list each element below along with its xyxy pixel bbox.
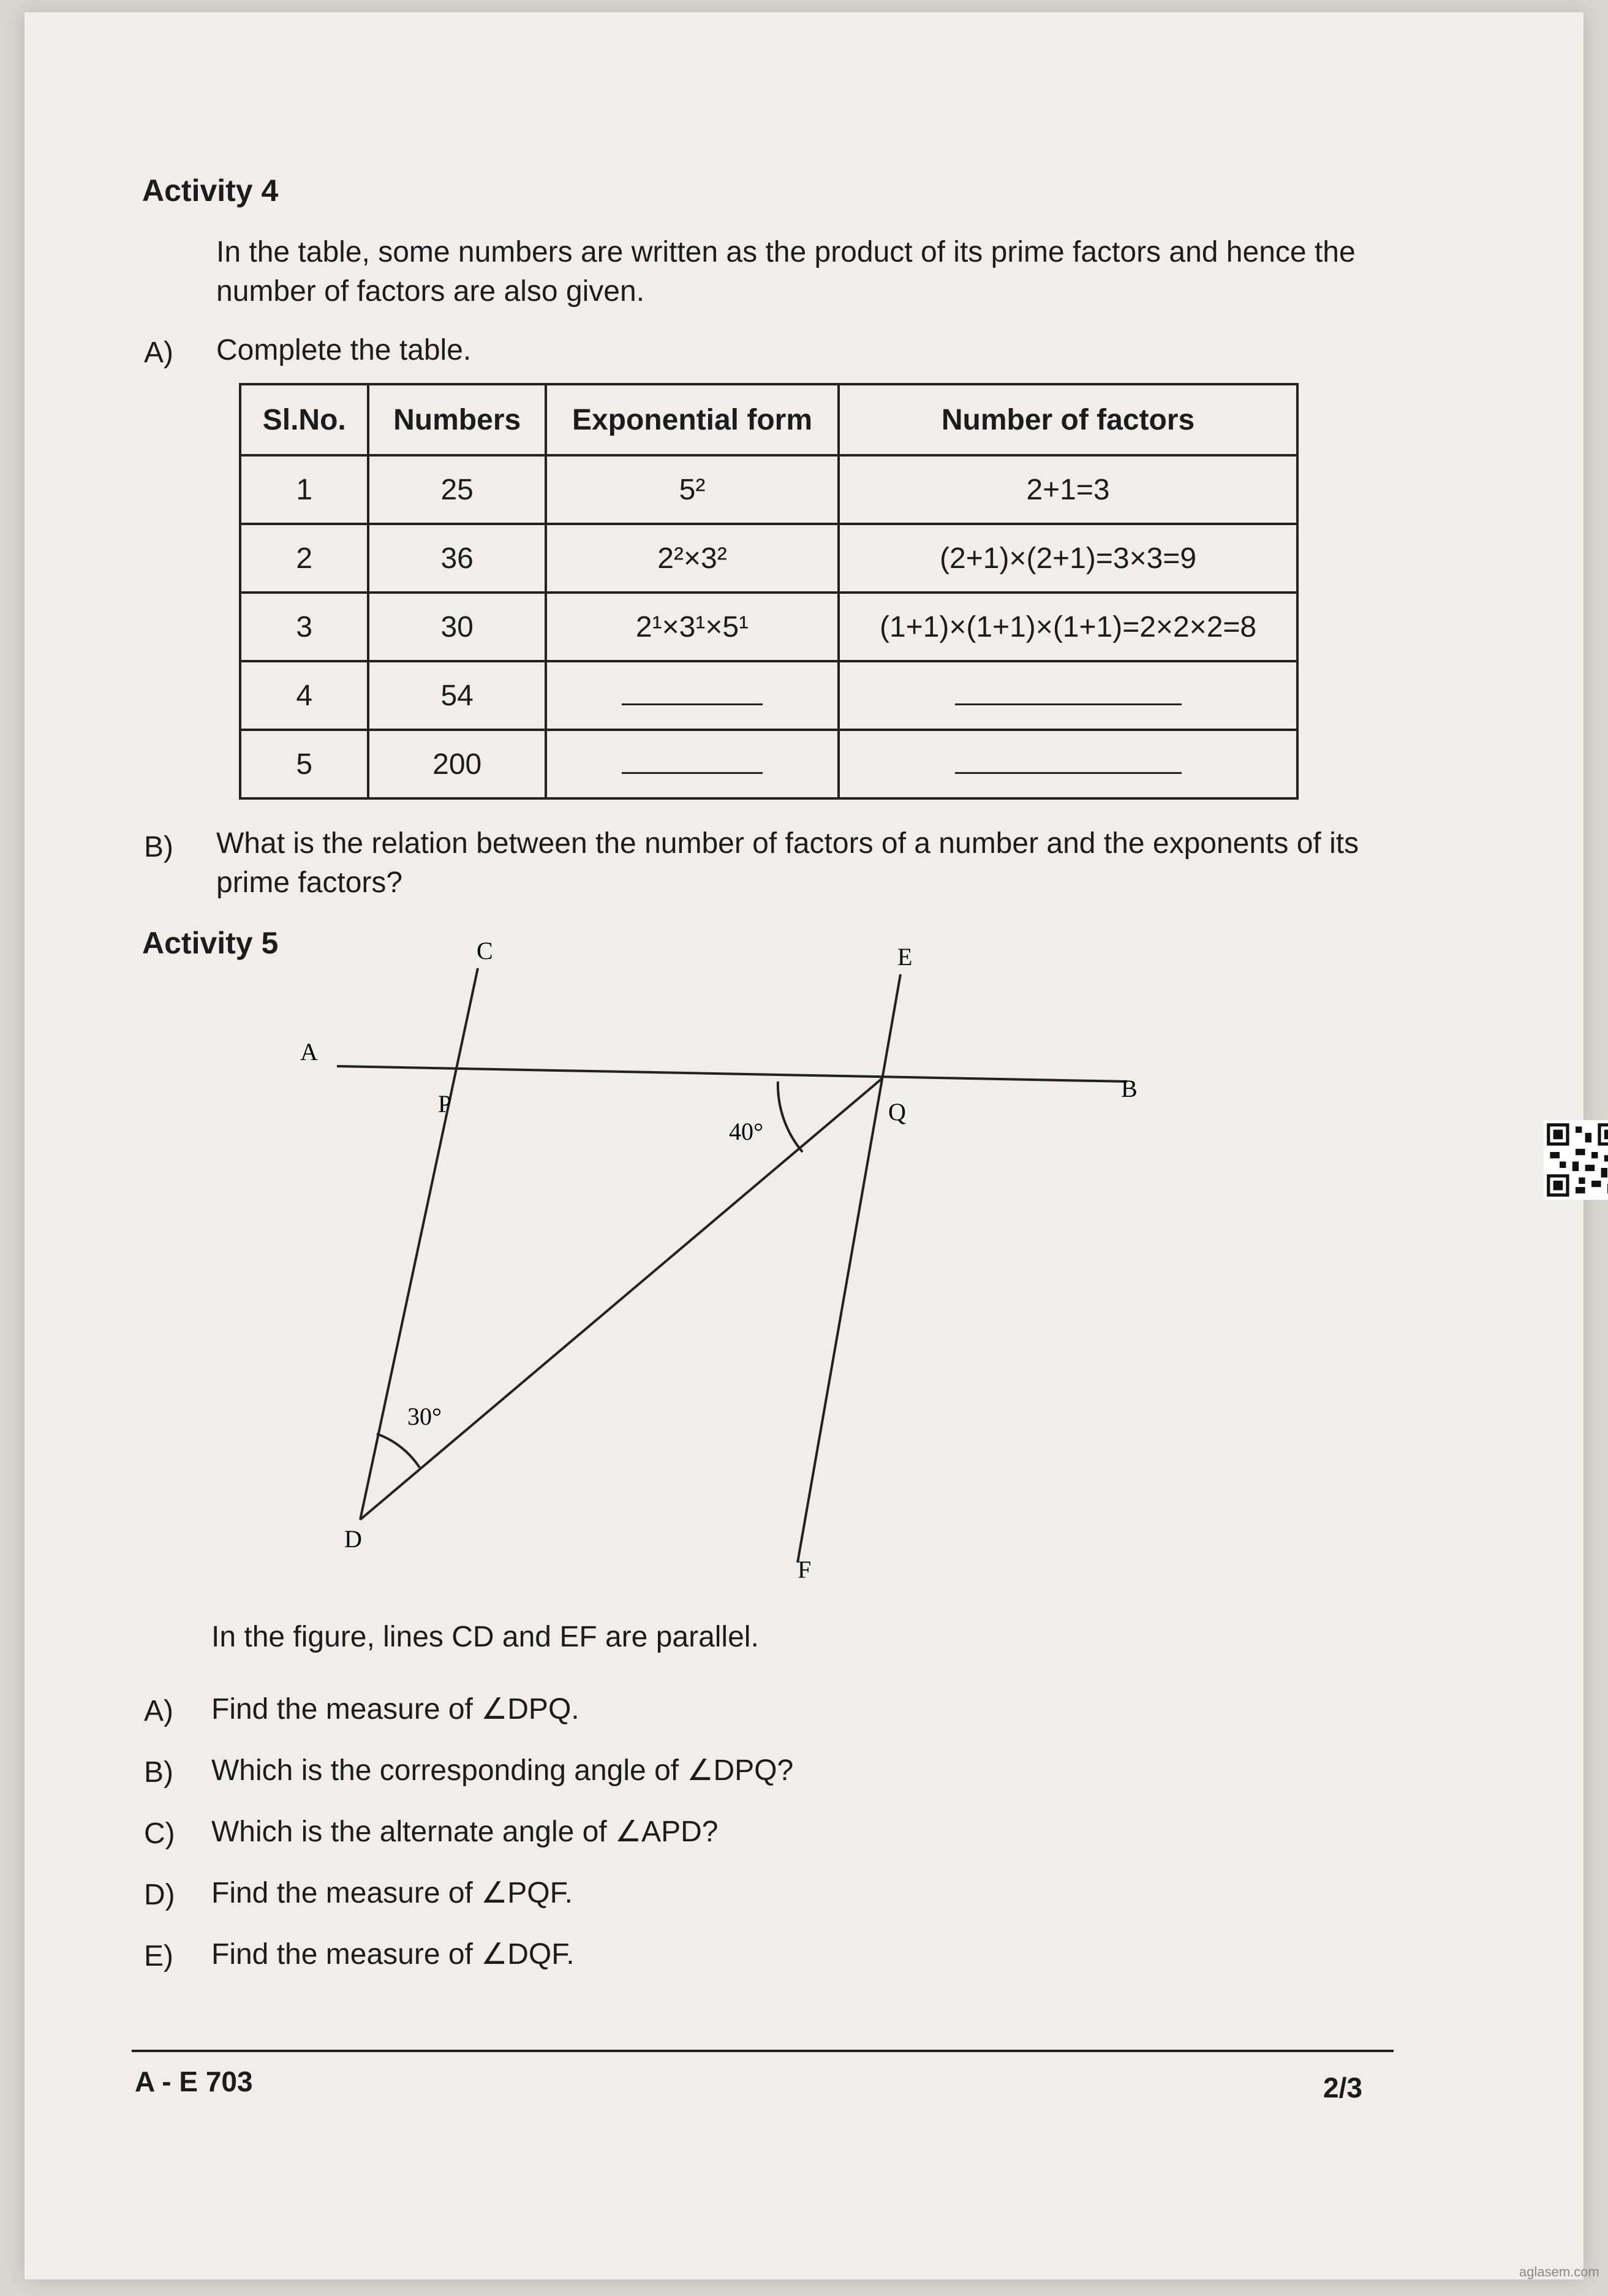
- point-e-label: E: [897, 943, 913, 971]
- cell-factors: (2+1)×(2+1)=3×3=9: [839, 524, 1297, 593]
- activity4-intro: In the table, some numbers are written as the product of its prime factors and hence the number of factors are also given.: [216, 236, 1356, 308]
- cell-slno: 5: [240, 730, 368, 798]
- footer-code: A - E 703: [135, 2066, 253, 2097]
- cell-slno: 1: [240, 455, 368, 524]
- point-c-label: C: [477, 937, 493, 964]
- q5c-text: Which is the alternate angle of ∠APD?: [211, 1816, 719, 1848]
- angle-arc-d: [377, 1434, 420, 1468]
- q5a-letter: A): [144, 1695, 173, 1727]
- point-b-label: B: [1121, 1075, 1138, 1102]
- header-exponential: Exponential form: [546, 384, 839, 455]
- q5e-text: Find the measure of ∠DQF.: [211, 1938, 575, 1971]
- header-factors: Number of factors: [839, 384, 1297, 455]
- line-dq: [360, 1078, 882, 1520]
- activity5-title: Activity 5: [142, 926, 279, 960]
- exam-page: [25, 12, 1599, 2279]
- watermark: aglasem.com: [1519, 2264, 1599, 2279]
- cell-slno: 2: [240, 524, 368, 593]
- cell-factors: 2+1=3: [839, 455, 1297, 524]
- q5b-letter: B): [144, 1756, 173, 1789]
- cell-number: 54: [368, 661, 545, 730]
- cell-exponential: 2¹×3¹×5¹: [546, 593, 839, 661]
- point-f-label: F: [798, 1556, 812, 1583]
- activity4-partA-letter: A): [144, 336, 173, 369]
- q5d-letter: D): [144, 1879, 175, 1911]
- header-slno: Sl.No.: [240, 384, 368, 455]
- cell-exponential: 5²: [546, 455, 839, 524]
- angle-arc-pqd: [778, 1082, 802, 1152]
- q5c-letter: C): [144, 1817, 175, 1850]
- line-cd: [360, 968, 478, 1520]
- header-numbers: Numbers: [368, 384, 545, 455]
- angle-label-30: 30°: [407, 1403, 442, 1430]
- qr-code-icon: [1544, 1120, 1608, 1200]
- q5d-text: Find the measure of ∠PQF.: [211, 1877, 573, 1909]
- activity4-partB-letter: B): [144, 831, 173, 863]
- point-p-label: P: [438, 1090, 452, 1118]
- cell-slno: 4: [240, 661, 368, 730]
- cell-exponential: 2²×3²: [546, 524, 839, 593]
- q5e-letter: E): [144, 1940, 173, 1972]
- footer-divider: [132, 2050, 1394, 2052]
- activity5-statement: In the figure, lines CD and EF are parallel.: [211, 1621, 759, 1653]
- cell-number: 25: [368, 455, 545, 524]
- cell-slno: 3: [240, 593, 368, 661]
- cell-number: 30: [368, 593, 545, 661]
- q5a-text: Find the measure of ∠DPQ.: [211, 1693, 579, 1726]
- cell-number: 200: [368, 730, 545, 798]
- cell-number: 36: [368, 524, 545, 593]
- q5b-text: Which is the corresponding angle of ∠DPQ?: [211, 1754, 794, 1787]
- point-d-label: D: [344, 1525, 362, 1553]
- point-q-label: Q: [888, 1098, 906, 1126]
- activity4-partA-text: Complete the table.: [216, 334, 472, 366]
- line-ef: [798, 974, 900, 1563]
- cell-factors: (1+1)×(1+1)×(1+1)=2×2×2=8: [839, 593, 1297, 661]
- point-a-label: A: [300, 1038, 318, 1066]
- activity4-title: Activity 4: [142, 173, 279, 208]
- footer-page: 2/3: [1323, 2072, 1362, 2104]
- angle-label-40: 40°: [729, 1118, 763, 1145]
- activity4-partB-text: What is the relation between the number of factors of a number and the exponents of its prime factors?: [216, 827, 1359, 899]
